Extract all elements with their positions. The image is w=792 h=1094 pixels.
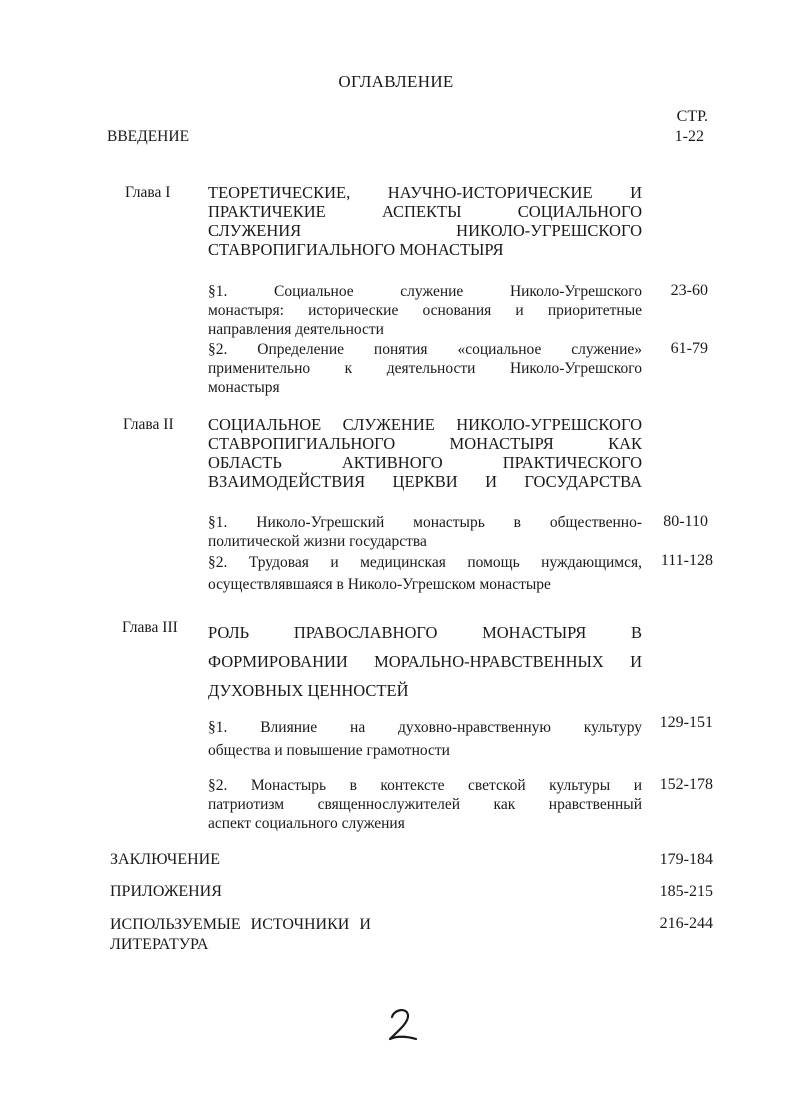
section-line: направления деятельности <box>208 321 384 338</box>
chapter-3-label: Глава III <box>122 619 178 636</box>
chapter-1-title-line: СТАВРОПИГИАЛЬНОГО МОНАСТЫРЯ <box>208 240 504 259</box>
section-line: §2. Монастырь в контексте светской культуры и <box>208 777 642 794</box>
sources-pages: 216-244 <box>659 915 713 932</box>
chapter-3-section-1 <box>208 716 642 762</box>
section-line: применительно к деятельности Николо-Угрешского <box>208 360 642 377</box>
chapter-3-title-line: ДУХОВНЫХ ЦЕННОСТЕЙ <box>208 681 409 700</box>
page-column-label: СТР. <box>676 108 708 125</box>
conclusion-label: ЗАКЛЮЧЕНИЕ <box>110 851 220 868</box>
section-line: общества и повышение грамотности <box>208 742 450 759</box>
sources-label-line: ИСПОЛЬЗУЕМЫЕ ИСТОЧНИКИ И <box>110 916 371 933</box>
toc-title: ОГЛАВЛЕНИЕ <box>338 72 454 91</box>
chapter-2-label: Глава II <box>123 416 174 433</box>
chapter-3-title-line: ФОРМИРОВАНИИ МОРАЛЬНО-НРАВСТВЕННЫХ И <box>208 652 642 671</box>
section-line: §1. Влияние на духовно-нравственную культуру <box>208 719 642 736</box>
chapter-1-section-2-pages: 61-79 <box>670 340 708 357</box>
chapter-2-title-line: ВЗАИМОДЕЙСТВИЯ ЦЕРКВИ И ГОСУДАРСТВА <box>208 472 642 491</box>
chapter-1-title-line: ПРАКТИЧЕКИЕ АСПЕКТЫ СОЦИАЛЬНОГО <box>208 202 642 221</box>
appendices-pages: 185-215 <box>659 883 713 900</box>
section-line: монастыря: исторические основания и приоритетные <box>208 302 642 319</box>
chapter-1-section-2 <box>208 340 642 397</box>
section-line: монастыря <box>208 379 280 396</box>
chapter-1-title-line: ТЕОРЕТИЧЕСКИЕ, НАУЧНО-ИСТОРИЧЕСКИЕ И <box>208 183 642 202</box>
chapter-3-title-line: РОЛЬ ПРАВОСЛАВНОГО МОНАСТЫРЯ В <box>208 623 642 642</box>
chapter-3-section-1-pages: 129-151 <box>659 714 713 731</box>
chapter-3-title <box>208 618 642 705</box>
chapter-1-title-line: СЛУЖЕНИЯ НИКОЛО-УГРЕШСКОГО <box>208 221 642 240</box>
chapter-3-section-2 <box>208 776 642 833</box>
chapter-1-section-1-pages: 23-60 <box>670 282 708 299</box>
chapter-2-title-line: СТАВРОПИГИАЛЬНОГО МОНАСТЫРЯ КАК <box>208 434 642 453</box>
section-line: осуществлявшаяся в Николо-Угрешском монастыре <box>208 576 551 593</box>
sources-label-line: ЛИТЕРАТУРА <box>110 936 209 953</box>
sources-label <box>110 915 410 955</box>
chapter-1-section-1 <box>208 282 642 339</box>
section-line: §2. Трудовая и медицинская помощь нуждающимся, <box>208 554 642 571</box>
chapter-1-title <box>208 183 642 259</box>
chapter-2-section-2-pages: 111-128 <box>660 552 713 569</box>
chapter-2-title-line: СОЦИАЛЬНОЕ СЛУЖЕНИЕ НИКОЛО-УГРЕШСКОГО <box>208 415 642 434</box>
section-line: §2. Определение понятия «социальное служение» <box>208 341 642 358</box>
intro-label: ВВЕДЕНИЕ <box>107 128 190 145</box>
conclusion-pages: 179-184 <box>659 851 713 868</box>
handwritten-page-number <box>378 1003 428 1045</box>
chapter-3-section-2-pages: 152-178 <box>659 776 713 793</box>
section-line: политической жизни государства <box>208 533 427 550</box>
chapter-2-section-1 <box>208 513 642 551</box>
section-line: патриотизм священнослужителей как нравственный <box>208 796 642 813</box>
section-line: аспект социального служения <box>208 815 405 832</box>
chapter-2-title-line: ОБЛАСТЬ АКТИВНОГО ПРАКТИЧЕСКОГО <box>208 453 642 472</box>
chapter-2-section-2 <box>208 552 642 596</box>
intro-pages: 1-22 <box>674 128 704 145</box>
section-line: §1. Социальное служение Николо-Угрешского <box>208 283 642 300</box>
section-line: §1. Николо-Угрешский монастырь в общественно- <box>208 514 642 531</box>
appendices-label: ПРИЛОЖЕНИЯ <box>110 883 222 900</box>
chapter-1-label: Глава I <box>125 184 171 201</box>
chapter-2-section-1-pages: 80-110 <box>663 513 708 530</box>
chapter-2-title <box>208 415 642 491</box>
